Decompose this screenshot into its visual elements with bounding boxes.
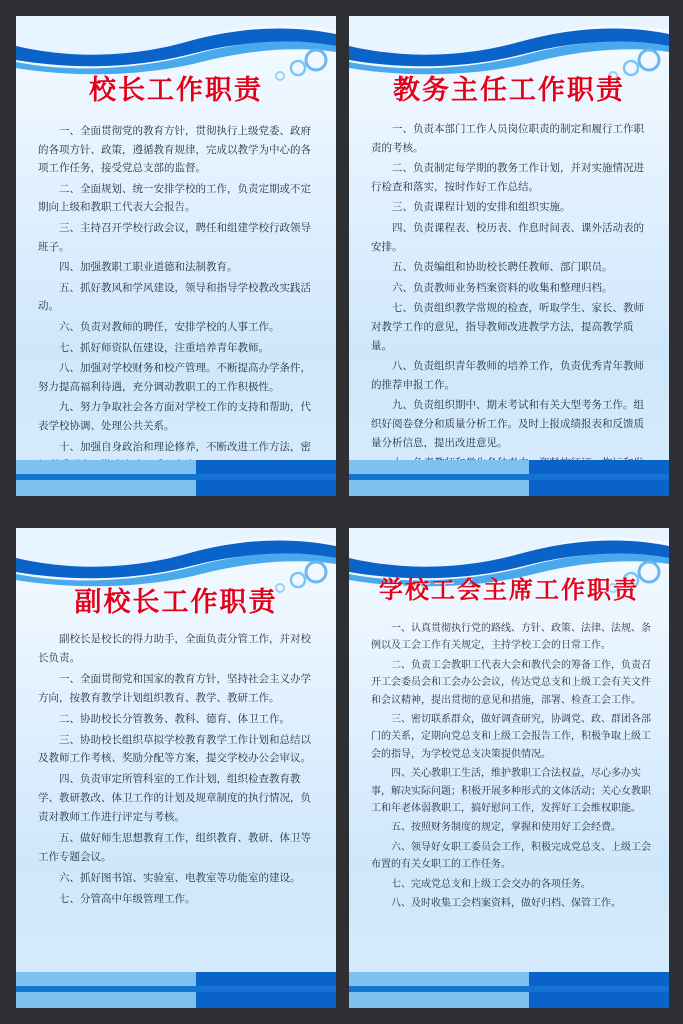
duty-item: 一、认真贯彻执行党的路线、方针、政策、法律、法规、条例以及工会工作有关规定，主持学校工会的日常工作。 — [371, 623, 651, 652]
duty-item: 五、按照财务制度的规定，掌握和使用好工会经费。 — [391, 822, 621, 834]
duty-item: 四、负责课程表、校历表、作息时间表、课外活动表的安排。 — [371, 221, 644, 253]
duty-item: 九、努力争取社会各方面对学校工作的支持和帮助，代表学校协调、处理公共关系。 — [38, 401, 311, 432]
duty-item: 十、加强自身政治和理论修养，不断改进工作方法，密 — [59, 440, 311, 453]
duty-list — [371, 620, 651, 915]
duty-item: 一、全面贯彻党和国家的教育方针，坚持社会主义办学方向，按教育教学计划组织教育、教学、教研工作。 — [38, 672, 311, 704]
duty-item: 八、及时收集工会档案资料，做好归档、保管工作。 — [391, 898, 621, 910]
duty-item: 六、抓好图书馆、实验室、电教室等功能室的建设。 — [59, 871, 301, 884]
duty-item: 四、关心教职工生活，维护教职工合法权益，尽心多办实事，解决实际问题；积极开展多种形式的文体活动；关心女教职工和年老体弱教职工，搞好慰问工作，发挥好工会维权职能。 — [371, 768, 651, 815]
board-union-chairman — [349, 528, 669, 1008]
page-title: 教务主任工作职责 — [393, 75, 625, 106]
duty-item: 七、完成党总支和上级工会交办的各项任务。 — [391, 878, 591, 890]
duty-item: 五、负责编组和协助校长聘任教师、部门职员。 — [392, 261, 613, 274]
footer-band — [16, 460, 336, 496]
duty-item: 六、负责教师业务档案资料的收集和整理归档。 — [392, 281, 613, 294]
duty-item: 六、领导好女职工委员会工作，积极完成党总支、上级工会布置的有关女职工的工作任务。 — [371, 841, 651, 871]
duty-item: 八、负责组织青年教师的培养工作，负责优秀青年教师的推荐申报工作。 — [371, 360, 644, 391]
duty-list — [38, 122, 318, 477]
board-principal — [16, 16, 336, 496]
duty-item: 三、协助校长组织草拟学校教育教学工作计划和总结以及教师工作考核、奖励分配等方案，提交学校办公会审议。 — [38, 733, 311, 765]
duty-item: 七、分管高中年级管理工作。 — [59, 892, 196, 905]
duty-item: 九、负责组织期中、期末考试和有关大型考务工作。组织好阅卷登分和质量分析工作。及时上报成绩报表和反馈质量分析信息，提出改进意见。 — [371, 399, 644, 449]
duty-item: 三、负责课程计划的安排和组织实施。 — [392, 201, 571, 214]
duty-item: 八、加强对学校财务和校产管理。不断提高办学条件，努力提高福利待遇，充分调动教职工的工作积极性。 — [38, 362, 311, 393]
duty-item: 二、负责制定每学期的教务工作计划，并对实施情况进行检查和落实，按时作好工作总结。 — [371, 162, 644, 193]
duty-list — [38, 630, 318, 911]
duty-item: 六、负责对教师的聘任，安排学校的人事工作。 — [59, 320, 280, 333]
duty-item: 二、全面规划、统一安排学校的工作，负责定期或不定期向上级和教职工代表大会报告。 — [38, 182, 311, 214]
duty-item: 三、主持召开学校行政会议，聘任和组建学校行政领导班子。 — [38, 221, 311, 253]
duty-item: 五、做好师生思想教育工作，组织教育、教研、体卫等工作专题会议。 — [38, 832, 311, 863]
duty-item: 五、抓好教风和学风建设，领导和指导学校教改实践活动。 — [38, 281, 311, 313]
duty-list — [371, 120, 651, 493]
duty-item: 一、负责本部门工作人员岗位职责的制定和履行工作职责的考核。 — [371, 123, 644, 154]
duty-item: 二、负责工会教职工代表大会和教代会的筹备工作，负责召开工会委员会和工会办公会议，传达党总支和上级工会有关文件和会议精神，提出贯彻的意见和措施，部署、检查工会工作。 — [371, 659, 651, 706]
footer-band — [349, 460, 669, 496]
board-academic-director — [349, 16, 669, 496]
board-vice-principal — [16, 528, 336, 1008]
duty-item: 七、负责组织教学常规的检查，听取学生、家长、教师对教学工作的意见，指导教师改进教学方法，提高教学质量。 — [371, 302, 644, 352]
duty-item: 二、协助校长分管教务、教科、德育、体卫工作。 — [59, 712, 290, 725]
duty-item: 四、负责审定所管科室的工作计划，组织检查教育教学、教研教改、体卫工作的计划及规章制度的执行情况，负责对教师工作进行评定与考核。 — [38, 773, 311, 824]
duty-item: 四、加强教职工职业道德和法制教育。 — [59, 261, 238, 274]
page-title: 学校工会主席工作职责 — [379, 576, 639, 604]
duty-item: 七、抓好师资队伍建设，注重培养青年教师。 — [59, 341, 269, 354]
duty-item: 一、全面贯彻党的教育方针，贯彻执行上级党委、政府的各项方针、政策，遵循教育规律，完成以教学为中心的各项工作任务，接受党总支部的监督。 — [38, 125, 311, 175]
footer-band — [16, 972, 336, 1008]
duty-item: 副校长是校长的得力助手，全面负责分管工作，并对校长负责。 — [38, 633, 311, 664]
page-title: 校长工作职责 — [89, 75, 263, 106]
footer-band — [349, 972, 669, 1008]
page-title: 副校长工作职责 — [74, 587, 278, 618]
duty-item: 三、密切联系群众，做好调查研究，协调党、政、群团各部门的关系，定期向党总支和上级工会报告工作，积极争取上级工会的指导，为学校党总支决策提供情况。 — [371, 714, 651, 760]
